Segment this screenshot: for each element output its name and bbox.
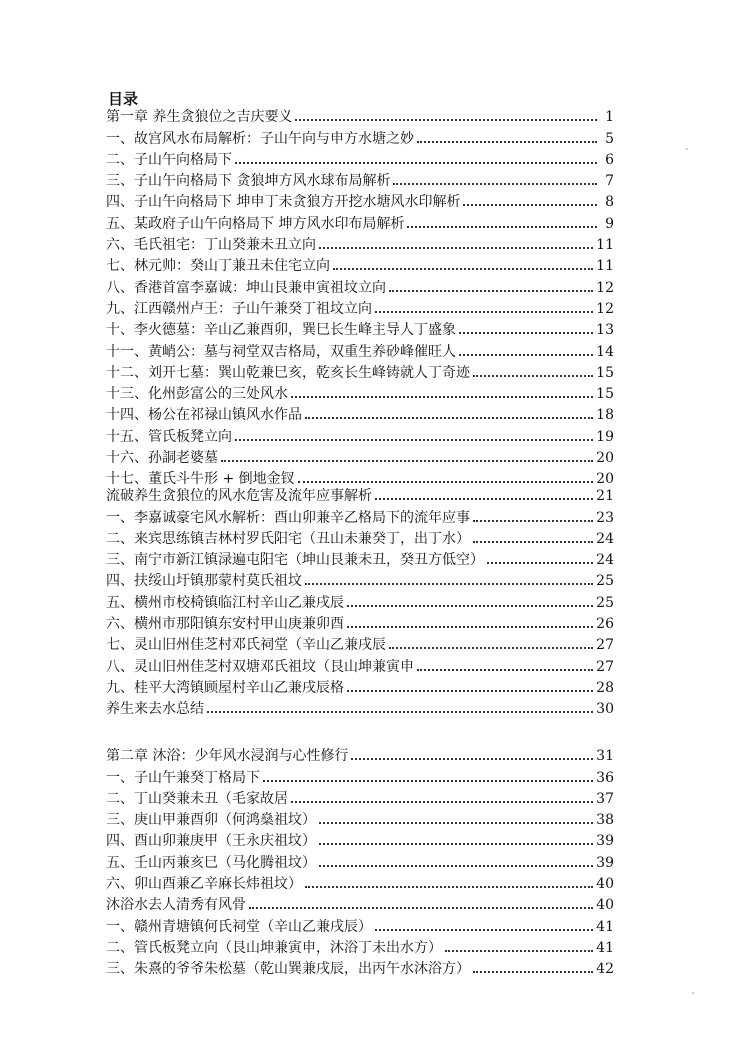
- toc-entry-page-number: 36: [596, 769, 614, 786]
- toc-entry[interactable]: [106, 935, 614, 956]
- dot-leader: [305, 886, 593, 888]
- toc-entry-title: 养生来去水总结: [106, 701, 204, 718]
- toc-entry-title: 四、酉山卯兼庚甲（王永庆祖坟）: [106, 833, 316, 850]
- toc-entry[interactable]: [106, 828, 614, 849]
- dot-leader: [347, 605, 593, 607]
- dot-leader: [319, 247, 593, 249]
- toc-entry[interactable]: [106, 675, 614, 696]
- toc-entry-title: 十六、孙詷老婆墓: [106, 450, 218, 467]
- toc-entry-title: 二、来宾思练镇吉林村罗氏阳宅（丑山未兼癸丁，出丁水）: [106, 530, 470, 547]
- toc-entry[interactable]: [106, 253, 614, 274]
- dot-leader: [417, 669, 593, 671]
- toc-entry-page-number: 7: [605, 173, 614, 190]
- dot-leader: [347, 626, 593, 628]
- toc-entry-title: 六、卯山酉兼乙辛麻长炜祖坟）: [106, 876, 302, 893]
- toc-entry[interactable]: [106, 568, 614, 589]
- toc-entry-title: 十、李火德墓：辛山乙兼酉卯，巽巳长生峰主导人丁盛象: [106, 322, 456, 339]
- dot-leader: [375, 498, 593, 500]
- toc-entry[interactable]: [106, 786, 614, 807]
- toc-section-chapter-1: [106, 104, 614, 487]
- toc-entry-title: 五、某政府子山午向格局下 坤方风水印布局解析: [106, 215, 405, 232]
- toc-entry-page-number: 6: [605, 151, 614, 168]
- toc-entry-title: 九、江西赣州卢王：子山午兼癸丁祖坟立向: [106, 300, 372, 317]
- toc-entry[interactable]: [106, 402, 614, 423]
- dot-leader: [207, 711, 593, 713]
- toc-entry-title: 二、丁山癸兼未丑（毛家故居: [106, 790, 288, 807]
- dot-leader: [375, 929, 593, 931]
- toc-entry-page-number: 31: [596, 748, 614, 765]
- toc-entry-page-number: 19: [596, 428, 614, 445]
- dot-leader: [263, 780, 593, 782]
- toc-entry-title: 三、朱熹的爷爷朱松墓（乾山巽兼戌辰，出丙午水沐浴方）: [106, 961, 470, 978]
- dot-leader: [319, 865, 593, 867]
- toc-entry[interactable]: [106, 104, 614, 125]
- toc-entry[interactable]: [106, 807, 614, 828]
- toc-entry[interactable]: [106, 504, 614, 525]
- toc-entry[interactable]: [106, 547, 614, 568]
- toc-entry[interactable]: [106, 445, 614, 466]
- toc-entry-page-number: 21: [596, 488, 614, 505]
- dot-leader: [291, 396, 593, 398]
- toc-entry-page-number: 37: [596, 790, 614, 807]
- toc-entry[interactable]: [106, 296, 614, 317]
- toc-entry-page-number: 38: [596, 812, 614, 829]
- dot-leader: [235, 162, 597, 164]
- toc-entry-page-number: 27: [596, 658, 614, 675]
- dot-leader: [295, 119, 597, 121]
- toc-entry-page-number: 13: [596, 322, 614, 339]
- toc-entry[interactable]: [106, 611, 614, 632]
- toc-entry-title: 十三、化州彭富公的三处风水: [106, 386, 288, 403]
- toc-entry-page-number: 11: [596, 237, 614, 254]
- toc-entry-page-number: 39: [596, 854, 614, 871]
- toc-entry[interactable]: [106, 849, 614, 870]
- toc-entry-page-number: 20: [596, 471, 614, 488]
- toc-entry[interactable]: [106, 125, 614, 146]
- toc-entry[interactable]: [106, 743, 614, 764]
- toc-entry[interactable]: [106, 189, 614, 210]
- toc-entry-title: 五、壬山丙兼亥巳（马化腾祖坟）: [106, 854, 316, 871]
- toc-entry-page-number: 25: [596, 573, 614, 590]
- dot-leader: [235, 439, 593, 441]
- dot-leader: [487, 562, 593, 564]
- dot-leader: [347, 690, 593, 692]
- toc-entry[interactable]: [106, 317, 614, 338]
- toc-entry-page-number: 24: [596, 552, 614, 569]
- toc-entry[interactable]: [106, 232, 614, 253]
- toc-entry[interactable]: [106, 956, 614, 977]
- dot-leader: [473, 375, 593, 377]
- dot-leader: [319, 822, 593, 824]
- toc-entry-title: 七、林元帅：癸山丁兼丑未住宅立向: [106, 258, 330, 275]
- toc-entry-title: 一、故宫风水布局解析：子山午向与申方水塘之妙: [106, 130, 414, 147]
- dot-leader: [417, 141, 597, 143]
- dot-leader: [473, 520, 593, 522]
- toc-entry[interactable]: [106, 338, 614, 359]
- toc-entry-page-number: 40: [596, 897, 614, 914]
- toc-title: 目录: [108, 90, 139, 108]
- toc-entry[interactable]: [106, 423, 614, 444]
- toc-entry-page-number: 8: [605, 194, 614, 211]
- scan-speck: [692, 992, 694, 994]
- toc-entry-title: 一、子山午兼癸丁格局下: [106, 769, 260, 786]
- toc-entry-title: 五、横州市校椅镇临江村辛山乙兼戌辰: [106, 594, 344, 611]
- dot-leader: [351, 758, 593, 760]
- dot-leader: [459, 332, 593, 334]
- toc-entry-title: 八、香港首富李嘉诚：坤山艮兼申寅祖坟立向: [106, 279, 386, 296]
- toc-entry-title: 十一、黄峭公：墓与祠堂双吉格局，双重生养砂峰催旺人: [106, 343, 456, 360]
- scan-speck: [686, 148, 688, 150]
- toc-entry-page-number: 24: [596, 530, 614, 547]
- toc-entry[interactable]: [106, 892, 614, 913]
- toc-entry-page-number: 42: [596, 961, 614, 978]
- dot-leader: [291, 801, 593, 803]
- dot-leader: [393, 183, 597, 185]
- dot-leader: [459, 354, 593, 356]
- toc-entry-title: 三、南宁市新江镇渌遍屯阳宅（坤山艮兼未丑，癸丑方低空）: [106, 552, 484, 569]
- toc-entry[interactable]: [106, 913, 614, 934]
- toc-entry-title: 三、子山午向格局下 贪狼坤方风水球布局解析: [106, 173, 391, 190]
- toc-entry-page-number: 14: [596, 343, 614, 360]
- toc-entry-page-number: 18: [596, 407, 614, 424]
- dot-leader: [319, 843, 593, 845]
- toc-entry[interactable]: [106, 589, 614, 610]
- toc-entry-page-number: 12: [596, 279, 614, 296]
- toc-entry-page-number: 25: [596, 594, 614, 611]
- toc-entry-title: 流破养生贪狼位的风水危害及流年应事解析: [106, 488, 372, 505]
- toc-entry-page-number: 12: [596, 300, 614, 317]
- toc-entry[interactable]: [106, 764, 614, 785]
- toc-entry-page-number: 1: [605, 109, 614, 126]
- toc-entry-title: 十四、杨公在祁禄山镇风水作品: [106, 407, 302, 424]
- toc-entry-title: 十七、董氏斗牛形 + 倒地金钗: [106, 471, 295, 488]
- toc-entry-title: 二、子山午向格局下: [106, 151, 232, 168]
- toc-entry-title: 七、灵山旧州佳芝村邓氏祠堂（辛山乙兼戌辰: [106, 637, 386, 654]
- toc-section-chapter-2: [106, 743, 614, 977]
- toc-entry-page-number: 41: [596, 918, 614, 935]
- toc-entry-title: 六、横州市那阳镇东安村甲山庚兼卯酉: [106, 616, 344, 633]
- dot-leader: [333, 268, 593, 270]
- dot-leader: [389, 290, 593, 292]
- toc-entry-page-number: 5: [605, 130, 614, 147]
- dot-leader: [375, 311, 593, 313]
- toc-entry-title: 第二章 沐浴：少年风水浸润与心性修行: [106, 748, 349, 765]
- toc-entry[interactable]: [106, 871, 614, 892]
- toc-entry-title: 四、子山午向格局下 坤申丁未贪狼方开挖水塘风水印解析: [106, 194, 461, 211]
- dot-leader: [221, 460, 593, 462]
- toc-entry-page-number: 39: [596, 833, 614, 850]
- toc-entry-page-number: 28: [596, 679, 614, 696]
- toc-entry-title: 六、毛氏祖宅：丁山癸兼未丑立向: [106, 237, 316, 254]
- dot-leader: [445, 950, 593, 952]
- toc-entry[interactable]: [106, 274, 614, 295]
- dot-leader: [249, 907, 593, 909]
- dot-leader: [305, 583, 593, 585]
- toc-entry-title: 四、扶绥山圩镇那蒙村莫氏祖坟: [106, 573, 302, 590]
- toc-entry[interactable]: [106, 483, 614, 504]
- dot-leader: [407, 226, 597, 228]
- toc-entry-title: 八、灵山旧州佳芝村双塘邓氏祖坟（艮山坤兼寅申: [106, 658, 414, 675]
- toc-entry-title: 三、庚山甲兼酉卯（何鸿燊祖坟）: [106, 812, 316, 829]
- toc-entry-title: 十五、管氏板凳立向: [106, 428, 232, 445]
- toc-entry[interactable]: [106, 653, 614, 674]
- dot-leader: [473, 541, 593, 543]
- toc-entry[interactable]: [106, 210, 614, 231]
- toc-entry-title: 一、李嘉诚豪宅风水解析：酉山卯兼辛乙格局下的流年应事: [106, 509, 470, 526]
- toc-entry-title: 九、桂平大湾镇顾屋村辛山乙兼戌辰格: [106, 679, 344, 696]
- toc-entry-page-number: 11: [596, 258, 614, 275]
- toc-entry[interactable]: [106, 696, 614, 717]
- toc-entry-page-number: 27: [596, 637, 614, 654]
- toc-entry-page-number: 26: [596, 616, 614, 633]
- toc-entry-page-number: 40: [596, 876, 614, 893]
- toc-entry[interactable]: [106, 526, 614, 547]
- toc-entry-page-number: 9: [605, 215, 614, 232]
- dot-leader: [389, 647, 593, 649]
- toc-entry[interactable]: [106, 168, 614, 189]
- toc-entry-page-number: 30: [596, 701, 614, 718]
- toc-entry-page-number: 23: [596, 509, 614, 526]
- toc-entry-title: 一、赣州青塘镇何氏祠堂（辛山乙兼戌辰）: [106, 918, 372, 935]
- toc-entry-title: 第一章 养生贪狼位之吉庆要义: [106, 109, 293, 126]
- toc-entry-page-number: 15: [596, 364, 614, 381]
- toc-entry-page-number: 20: [596, 450, 614, 467]
- toc-entry-page-number: 15: [596, 386, 614, 403]
- toc-section-liupo: [106, 483, 614, 717]
- dot-leader: [473, 971, 593, 973]
- toc-entry-page-number: 41: [596, 939, 614, 956]
- toc-entry[interactable]: [106, 147, 614, 168]
- toc-entry-title: 二、管氏板凳立向（艮山坤兼寅申，沐浴丁未出水方）: [106, 939, 442, 956]
- toc-entry[interactable]: [106, 381, 614, 402]
- dot-leader: [463, 204, 597, 206]
- toc-entry-title: 十二、刘开七墓：巽山乾兼巳亥，乾亥长生峰铸就人丁奇迹: [106, 364, 470, 381]
- toc-entry[interactable]: [106, 632, 614, 653]
- toc-entry-title: 沐浴水去人清秀有风骨: [106, 897, 246, 914]
- toc-entry[interactable]: [106, 360, 614, 381]
- dot-leader: [305, 417, 593, 419]
